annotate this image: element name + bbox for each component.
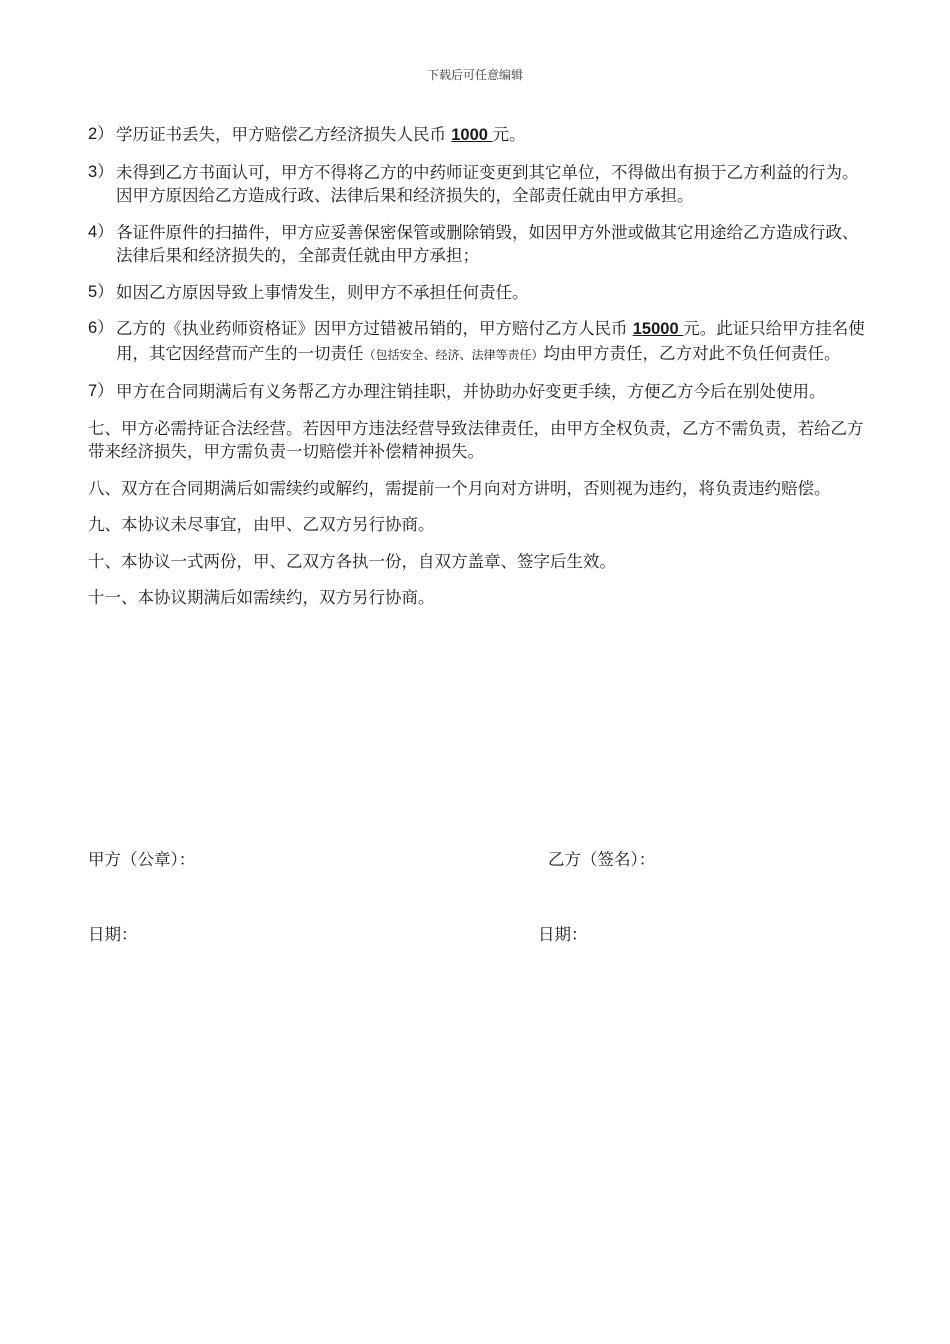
list-item [88, 161, 866, 208]
item-text: 如因乙方原因导致上事情发生，则甲方不承担任何责任。 [116, 282, 529, 302]
list-item [88, 317, 866, 367]
item-text: 元。此证只给甲方挂名使用，其它因经营而产生的一切责任 [116, 319, 865, 363]
item-text: 学历证书丢失，甲方赔偿乙方经济损失人民币 [116, 125, 452, 144]
list-item [88, 380, 866, 404]
item-number: 5） [88, 282, 114, 301]
item-number: 4） [88, 222, 114, 241]
clause-7: 七、甲方必需持证合法经营。若因甲方违法经营导致法律责任，由甲方全权负责，乙方不需负责，若给乙方带来经济损失，甲方需负责一切赔偿并补偿精神损失。 [88, 418, 864, 461]
item-number: 3） [88, 162, 114, 181]
item-number: 2） [88, 125, 114, 143]
amount-value: 15000 [632, 320, 684, 338]
list-item [88, 123, 866, 148]
party-b-date-label: 日期： [538, 925, 588, 944]
list-item [88, 281, 866, 305]
document-body [88, 123, 866, 623]
list-item [88, 221, 866, 268]
item-note: （包括安全、经济、法律等责任） [363, 347, 544, 362]
item-text: 元。 [492, 125, 526, 144]
item-text: 乙方的《执业药师资格证》因甲方过错被吊销的，甲方赔付乙方人民币 [116, 319, 633, 338]
item-text: 未得到乙方书面认可，甲方不得将乙方的中药师证变更到其它单位，不得做出有损于乙方利益的行为。因甲方原因给乙方造成行政、法律后果和经济损失的，全部责任就由甲方承担。 [116, 162, 859, 205]
item-number: 6） [88, 319, 114, 337]
clause-11: 十一、本协议期满后如需续约，双方另行协商。 [88, 588, 435, 607]
party-a-signature-label: 甲方（公章）： [88, 850, 196, 869]
clause-8: 八、双方在合同期满后如需续约或解约，需提前一个月向对方讲明，否则视为违约，将负责违约赔偿。 [88, 478, 831, 498]
party-b-signature-label: 乙方（签名）： [548, 850, 656, 869]
amount-value: 1000 [451, 126, 493, 144]
party-a-date-label: 日期： [88, 925, 138, 944]
item-number: 7） [88, 382, 114, 400]
header-note: 下载后可任意编辑 [426, 68, 523, 82]
item-text: 甲方在合同期满后有义务帮乙方办理注销挂职，并协助办好变更手续，方便乙方今后在别处使用。 [116, 382, 826, 401]
clause-9: 九、本协议未尽事宜，由甲、乙双方另行协商。 [88, 515, 435, 534]
clause-10: 十、本协议一式两份，甲、乙双方各执一份，自双方盖章、签字后生效。 [88, 551, 616, 571]
item-text: 各证件原件的扫描件，甲方应妥善保密保管或删除销毁，如因甲方外泄或做其它用途给乙方造成行政、法律后果和经济损失的，全部责任就由甲方承担； [116, 222, 859, 265]
item-text: 均由甲方责任，乙方对此不负任何责任。 [543, 343, 841, 363]
